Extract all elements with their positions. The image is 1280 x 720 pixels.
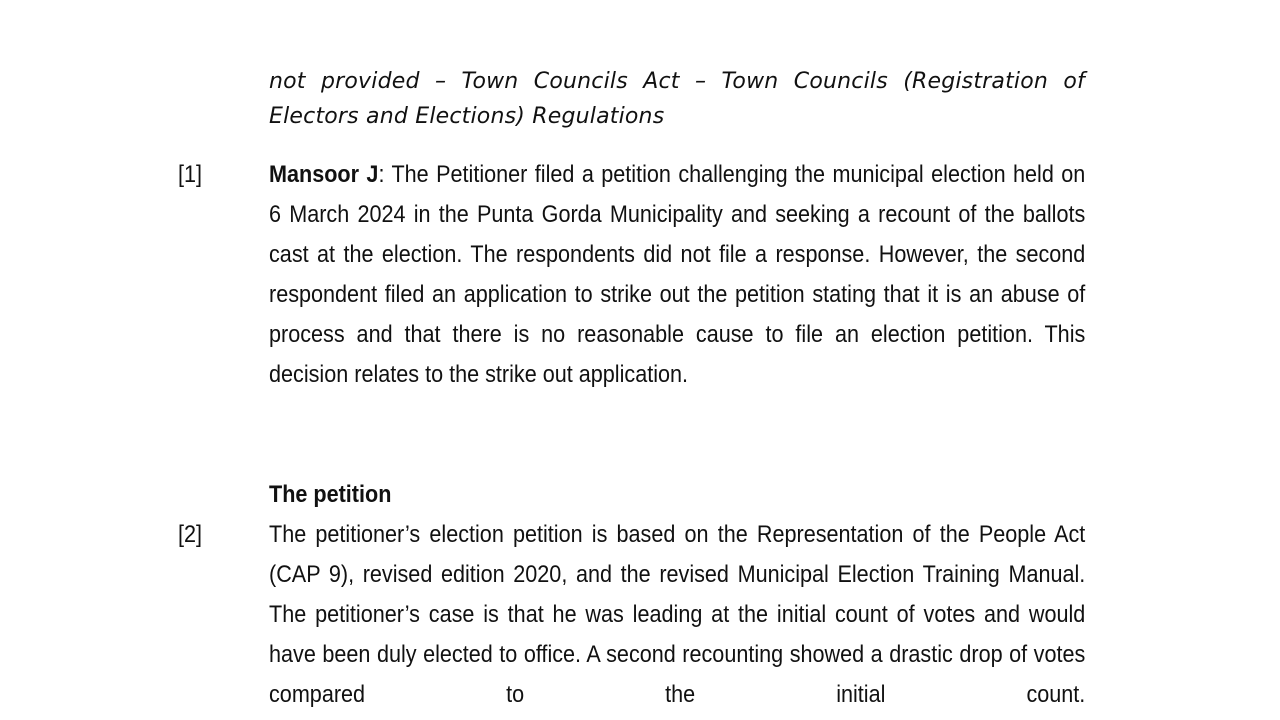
judge-name: Mansoor J [269,161,379,188]
catchwords: not provided – Town Councils Act – Town Councils (Registration of Electors and Elections) Regulations [269,69,1085,129]
section-heading: The petition [269,481,392,508]
paragraph-text: : The Petitioner filed a petition challenging the municipal election held on 6 March 2024 in the Punta Gorda Municipality and seeking a recount of the ballots cast at the election. The respondents did not file a response. However, the second respondent filed an application to strike out the petition stating that it is an abuse of process and that there is no reasonable cause to file an election petition. This decision relates to the strike out application. [269,161,1086,388]
paragraph-body: The petitioner’s election petition is based on the Representation of the People Act (CAP 9), revised edition 2020, and the revised Municipal Election Training Manual. The petitioner’s case is that he was leading at the initial count of votes and would have been duly elected to office. A second recounting showed a drastic drop of votes compared to the initial count. [269,521,1086,708]
paragraph-number: [1] [178,161,203,188]
paragraph-number: [2] [178,521,203,548]
paragraph-body [269,155,1085,395]
